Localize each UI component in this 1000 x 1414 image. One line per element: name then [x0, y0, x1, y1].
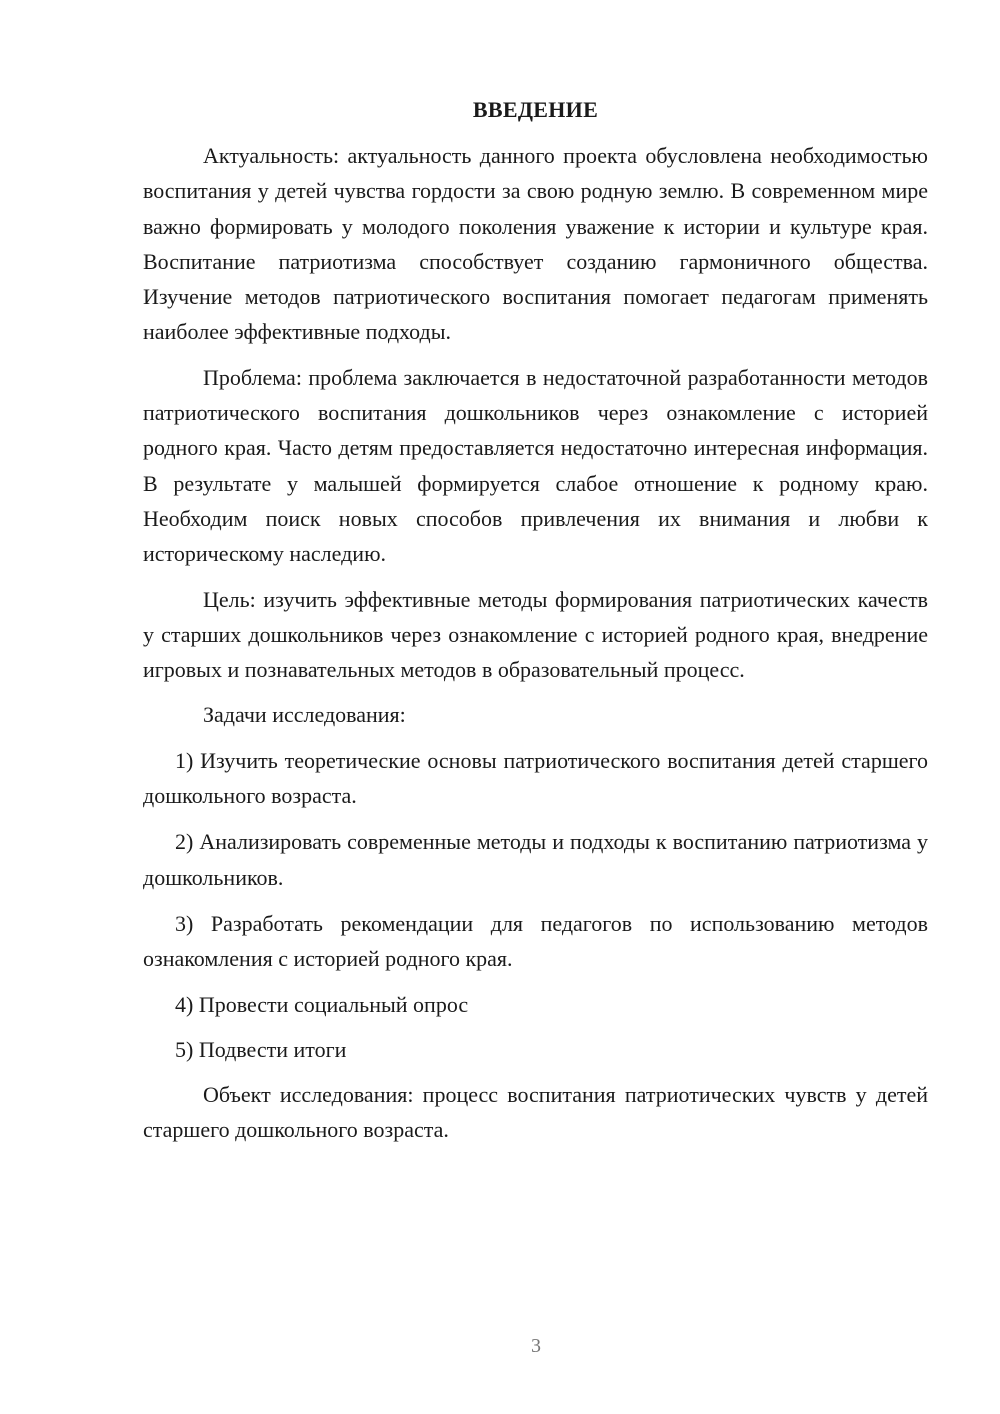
section-heading: ВВЕДЕНИЕ [472, 97, 599, 122]
task-item-5: 5) Подвести итоги [175, 1036, 347, 1062]
document-page [143, 96, 928, 1148]
paragraph-relevance: Актуальность: актуальность данного проекта обусловлена необходимостью воспитания у детей чувства гордости за свою родную землю. В современном мире важно формировать у молодого поколения уважение к истории и культуре края. Воспитание патриотизма способствует созданию гармоничного общества. Изучение методов патриотического воспитания помогает педагогам применять наиболее эффективные подходы. [143, 143, 928, 345]
paragraph-tasks-heading: Задачи исследования: [203, 702, 406, 728]
paragraph-problem: Проблема: проблема заключается в недостаточной разработанности методов патриотического воспитания дошкольников через ознакомление с историей родного края. Часто детям предоставляется недостаточно интересная информация. В результате у малышей формируется слабое отношение к родному краю. Необходим поиск новых способов привлечения их внимания и любви к историческому наследию. [143, 364, 928, 567]
task-item-3: 3) Разработать рекомендации для педагогов по использованию методов ознакомления с историей родного края. [143, 910, 928, 972]
page-number: 3 [531, 1335, 541, 1357]
paragraph-object: Объект исследования: процесс воспитания патриотических чувств у детей старшего дошкольного возраста. [143, 1082, 928, 1143]
paragraph-goal: Цель: изучить эффективные методы формирования патриотических качеств у старших дошкольников через ознакомление с историей родного края, внедрение игровых и познавательных методов в образовательный процесс. [143, 586, 928, 683]
task-item-2: 2) Анализировать современные методы и подходы к воспитанию патриотизма у дошкольников. [143, 829, 928, 890]
task-item-4: 4) Провести социальный опрос [175, 991, 469, 1017]
task-item-1: 1) Изучить теоретические основы патриотического воспитания детей старшего дошкольного возраста. [143, 747, 928, 809]
